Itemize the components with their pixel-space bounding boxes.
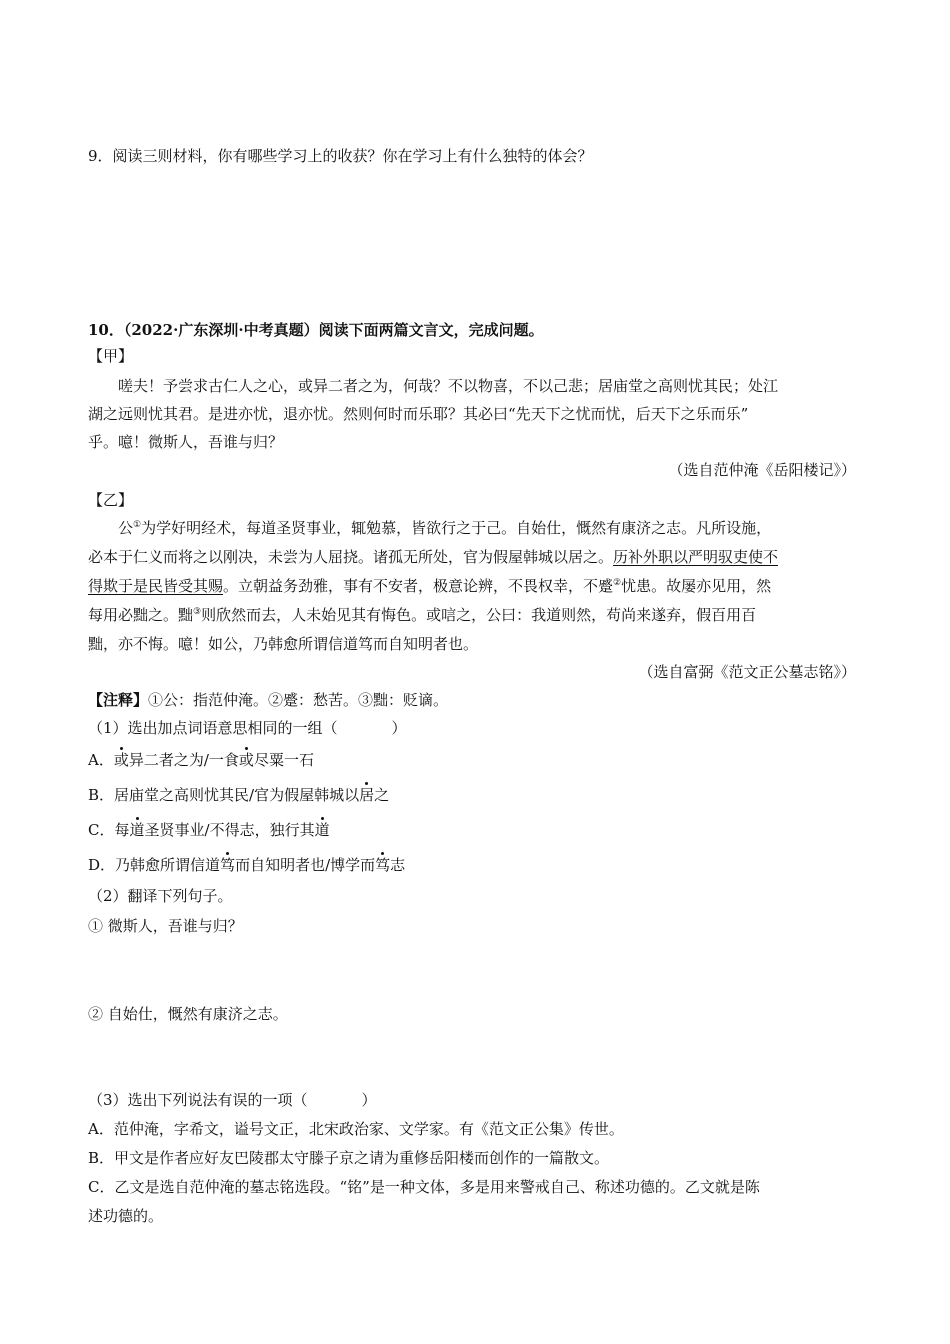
question-10-heading: 10．（2022·广东深圳·中考真题）阅读下面两篇文言文，完成问题。 xyxy=(88,321,544,339)
passage-yi-line: 得欺于是民皆受其赐。立朝益务劲雅，事有不安者，极意论辨，不畏权幸，不蹙②忧患。故屡亦见用，然 xyxy=(88,577,772,595)
dotted-word: 笃 xyxy=(375,856,391,874)
dotted-word: 或 xyxy=(113,751,129,769)
passage-jia-source: （选自范仲淹《岳阳楼记》） xyxy=(668,461,856,479)
dotted-word: 居 xyxy=(359,786,375,804)
option-d[interactable]: D．乃韩愈所谓信道笃而自知明者也/博学而笃志 xyxy=(88,856,406,874)
option-c[interactable]: C．乙文是选自范仲淹的墓志铭选段。“铭”是一种文体，多是用来警戒自己、称述功德的。乙文就是陈 xyxy=(88,1178,760,1196)
option-b[interactable]: B．甲文是作者应好友巴陵郡太守滕子京之请为重修岳阳楼而创作的一篇散文。 xyxy=(88,1149,610,1167)
dotted-word: 道 xyxy=(129,821,145,839)
annotation-notes: 【注释】①公：指范仲淹。②蹙：愁苦。③黜：贬谪。 xyxy=(88,691,449,709)
subquestion-3-prompt: （3）选出下列说法有误的一项（ ） xyxy=(88,1091,377,1109)
option-a[interactable]: A．范仲淹，字希文，谥号文正，北宋政治家、文学家。有《范文正公集》传世。 xyxy=(88,1120,624,1138)
option-c-continued: 述功德的。 xyxy=(88,1207,164,1225)
passage-jia-line: 嗟夫！予尝求古仁人之心，或异二者之为，何哉？不以物喜，不以己悲；居庙堂之高则忧其民；处江 xyxy=(118,377,779,395)
underlined-sentence: 历补外职以严明驭吏使不 xyxy=(613,548,779,566)
option-b[interactable]: B．居庙堂之高则忧其民/官为假屋韩城以居之 xyxy=(88,786,390,804)
passage-yi-line: 必本于仁义而将之以刚决，未尝为人屈挠。诸孤无所处，官为假屋韩城以居之。历补外职以严明驭吏使不 xyxy=(88,548,779,566)
dotted-word: 道 xyxy=(314,821,330,839)
passage-yi-line: 黜，亦不悔。噫！如公，乃韩愈所谓信道笃而自知明者也。 xyxy=(88,635,479,653)
translate-sentence-2: ② 自始仕，慨然有康济之志。 xyxy=(88,1005,288,1023)
subquestion-2-prompt: （2）翻译下列句子。 xyxy=(88,887,233,905)
passage-jia-label: 【甲】 xyxy=(88,347,134,365)
option-c[interactable]: C．每道圣贤事业/不得志，独行其道 xyxy=(88,821,330,839)
passage-jia-line: 乎。噫！微斯人，吾谁与归？ xyxy=(88,433,284,451)
footnote-marker: ③ xyxy=(193,607,202,617)
passage-yi-label: 【乙】 xyxy=(88,491,134,509)
dotted-word: 笃 xyxy=(220,856,236,874)
passage-yi-source: （选自富弼《范文正公墓志铭》） xyxy=(638,663,856,681)
underlined-sentence: 得欺于是民皆受其赐 xyxy=(88,577,224,595)
option-a[interactable]: A．或异二者之为/一食或尽粟一石 xyxy=(88,751,314,769)
subquestion-1-prompt: （1）选出加点词语意思相同的一组（ ） xyxy=(88,719,407,737)
dotted-word: 或 xyxy=(238,751,254,769)
footnote-marker: ① xyxy=(133,520,142,530)
passage-yi-line: 公①为学好明经术，每道圣贤事业，辄勉慕，皆欲行之于己。自始仕，慨然有康济之志。凡所设施， xyxy=(118,519,772,537)
passage-jia-line: 湖之远则忧其君。是进亦忧，退亦忧。然则何时而乐耶？其必曰“先天下之忧而忧，后天下之乐而乐” xyxy=(88,405,749,423)
footnote-marker: ② xyxy=(613,578,622,588)
translate-sentence-1: ① 微斯人，吾谁与归？ xyxy=(88,917,243,935)
passage-yi-line: 每用必黜之。黜③则欣然而去，人未始见其有悔色。或唁之，公曰：我道则然，苟尚来遂弃，假百用百 xyxy=(88,606,757,624)
question-9: 9．阅读三则材料，你有哪些学习上的收获？你在学习上有什么独特的体会？ xyxy=(88,147,593,165)
